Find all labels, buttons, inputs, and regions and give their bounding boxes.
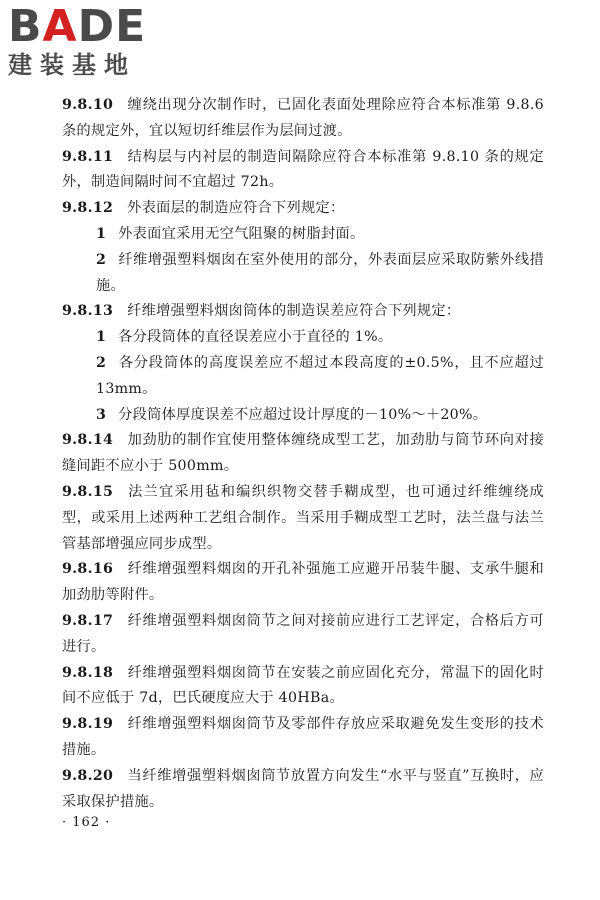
paragraph-text: 缠绕出现分次制作时，已固化表面处理除应符合本标准第 9.8.6 条的规定外，宜以短切纤维层作为层间过渡。 [62, 97, 544, 139]
clause-paragraph [62, 93, 544, 145]
list-item [62, 248, 544, 300]
clause-number: 9.8.16 [62, 561, 114, 578]
clause-paragraph [62, 145, 544, 197]
clause-paragraph [62, 557, 544, 609]
item-number: 1 [96, 329, 107, 346]
paragraph-text: 纤维增强塑料烟囱在室外使用的部分，外表面层应采取防紫外线措施。 [96, 251, 544, 294]
paragraph-text: 外表面宜采用无空气阻聚的树脂封面。 [118, 225, 365, 242]
brand-logo [8, 1, 178, 84]
paragraph-text: 纤维增强塑料烟囱筒节之间对接前应进行工艺评定，合格后方可进行。 [62, 612, 544, 655]
clause-number: 9.8.19 [62, 716, 114, 733]
item-number: 3 [96, 406, 107, 423]
clause-paragraph [62, 428, 544, 480]
paragraph-text: 各分段筒体的直径误差应小于直径的 1%。 [118, 329, 393, 346]
paragraph-text: 当纤维增强塑料烟囱筒节放置方向发生“水平与竖直”互换时，应采取保护措施。 [62, 767, 544, 810]
clause-number: 9.8.13 [62, 303, 114, 320]
clause-number: 9.8.18 [62, 664, 114, 681]
item-number: 2 [96, 251, 107, 268]
paragraph-text: 加劲肋的制作宜使用整体缠绕成型工艺，加劲肋与筒节环向对接缝间距不应小于 500mm。 [62, 432, 544, 475]
clause-number: 9.8.12 [62, 200, 114, 217]
paragraph-text: 分段筒体厚度误差不应超过设计厚度的－10%～＋20%。 [118, 406, 488, 423]
clause-paragraph [62, 764, 544, 816]
paragraph-text: 纤维增强塑料烟囱的开孔补强施工应避开吊装牛腿、支承牛腿和加劲肋等附件。 [62, 561, 544, 604]
clause-paragraph [62, 712, 544, 764]
clause-number: 9.8.14 [62, 432, 114, 449]
paragraph-text: 纤维增强塑料烟囱筒节在安装之前应固化充分，常温下的固化时间不应低于 7d，巴氏硬度应大于 40HBa。 [62, 664, 544, 707]
clause-number: 9.8.11 [62, 148, 114, 165]
clause-paragraph [62, 661, 544, 713]
item-number: 1 [96, 225, 107, 242]
list-item [62, 403, 544, 429]
clause-paragraph [62, 609, 544, 661]
paragraph-text: 纤维增强塑料烟囱筒体的制造误差应符合下列规定： [127, 303, 461, 320]
list-item [62, 351, 544, 403]
clause-number: 9.8.10 [62, 97, 114, 113]
document-body [62, 93, 544, 815]
paragraph-text: 法兰宜采用毡和编织织物交替手糊成型，也可通过纤维缠绕成型，或采用上述两种工艺组合制作。当采用手糊成型工艺时，法兰盘与法兰管基部增强应同步成型。 [62, 483, 544, 552]
logo-wordmark: BADE [8, 1, 147, 52]
paragraph-text: 各分段筒体的高度误差应不超过本段高度的±0.5%，且不应超过 13mm。 [96, 354, 544, 397]
clause-paragraph [62, 196, 544, 222]
paragraph-text: 纤维增强塑料烟囱筒节及零部件存放应采取避免发生变形的技术措施。 [62, 716, 544, 758]
clause-paragraph [62, 480, 544, 557]
paragraph-text: 结构层与内衬层的制造间隔除应符合本标准第 9.8.10 条的规定外，制造间隔时间不宜超过 72h。 [62, 148, 544, 191]
clause-number: 9.8.15 [62, 483, 114, 500]
item-number: 2 [96, 354, 107, 371]
clause-number: 9.8.17 [62, 612, 114, 629]
paragraph-text: 外表面层的制造应符合下列规定： [127, 200, 345, 217]
list-item [62, 222, 544, 248]
list-item [62, 325, 544, 351]
clause-number: 9.8.20 [62, 767, 114, 784]
clause-paragraph [62, 299, 544, 325]
logo-subtitle: 建装基地 [8, 51, 136, 79]
page-number: · 162 · [62, 815, 111, 830]
